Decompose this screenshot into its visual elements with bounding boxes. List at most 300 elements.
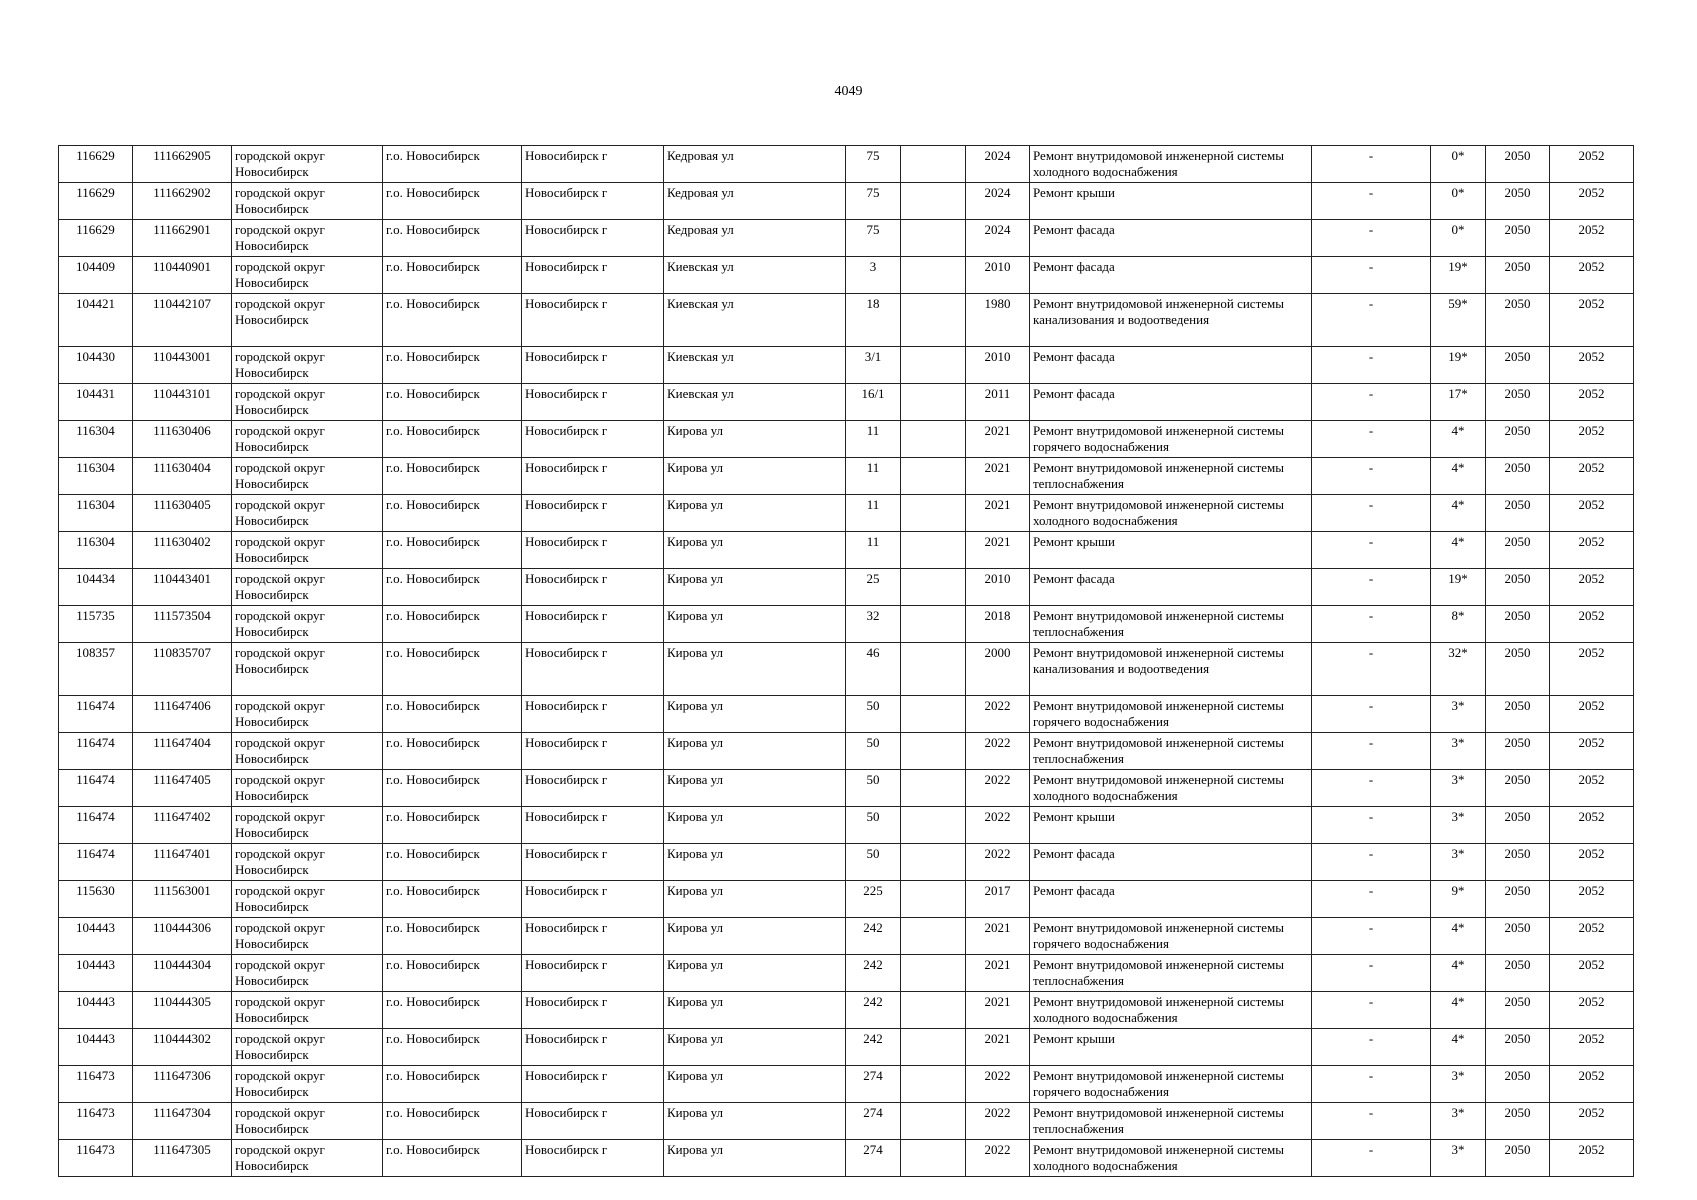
cell-wear: 0*	[1431, 220, 1486, 257]
table-row	[59, 844, 1634, 881]
cell-year: 2021	[966, 532, 1030, 569]
cell-district: городской округ Новосибирск	[232, 347, 383, 384]
cell-dash: -	[1312, 1066, 1431, 1103]
cell-settlement: Новосибирск г	[522, 844, 664, 881]
cell-dash: -	[1312, 606, 1431, 643]
repair-registry-table	[58, 145, 1634, 1177]
table-row	[59, 421, 1634, 458]
cell-street: Киевская ул	[664, 257, 846, 294]
cell-plan-end: 2052	[1550, 1103, 1634, 1140]
cell-work-code: 110444302	[133, 1029, 232, 1066]
cell-wear: 3*	[1431, 733, 1486, 770]
cell-house-number: 225	[846, 881, 901, 918]
cell-plan-start: 2050	[1486, 495, 1550, 532]
table-row	[59, 1103, 1634, 1140]
cell-work-code: 111630402	[133, 532, 232, 569]
table-row	[59, 347, 1634, 384]
cell-house-id: 104409	[59, 257, 133, 294]
cell-year: 2021	[966, 1029, 1030, 1066]
cell-municipality: г.о. Новосибирск	[383, 918, 522, 955]
cell-settlement: Новосибирск г	[522, 733, 664, 770]
cell-building	[901, 532, 966, 569]
cell-house-id: 116304	[59, 532, 133, 569]
cell-settlement: Новосибирск г	[522, 918, 664, 955]
cell-wear: 19*	[1431, 347, 1486, 384]
cell-settlement: Новосибирск г	[522, 807, 664, 844]
cell-building	[901, 807, 966, 844]
cell-year: 2024	[966, 183, 1030, 220]
table-row	[59, 532, 1634, 569]
cell-plan-end: 2052	[1550, 220, 1634, 257]
cell-work-type: Ремонт внутридомовой инженерной системы горячего водоснабжения	[1030, 1066, 1312, 1103]
cell-district: городской округ Новосибирск	[232, 733, 383, 770]
cell-wear: 3*	[1431, 1103, 1486, 1140]
cell-dash: -	[1312, 955, 1431, 992]
cell-municipality: г.о. Новосибирск	[383, 458, 522, 495]
cell-work-code: 111662905	[133, 146, 232, 183]
cell-street: Киевская ул	[664, 347, 846, 384]
cell-house-id: 116474	[59, 807, 133, 844]
cell-settlement: Новосибирск г	[522, 1103, 664, 1140]
cell-building	[901, 643, 966, 696]
cell-dash: -	[1312, 220, 1431, 257]
cell-year: 2021	[966, 992, 1030, 1029]
cell-work-type: Ремонт фасада	[1030, 569, 1312, 606]
cell-dash: -	[1312, 347, 1431, 384]
cell-wear: 3*	[1431, 807, 1486, 844]
cell-work-code: 111573504	[133, 606, 232, 643]
cell-building	[901, 220, 966, 257]
cell-plan-end: 2052	[1550, 146, 1634, 183]
cell-house-number: 274	[846, 1103, 901, 1140]
cell-work-type: Ремонт фасада	[1030, 220, 1312, 257]
table-row	[59, 992, 1634, 1029]
cell-house-number: 75	[846, 220, 901, 257]
cell-municipality: г.о. Новосибирск	[383, 955, 522, 992]
cell-house-number: 11	[846, 495, 901, 532]
cell-settlement: Новосибирск г	[522, 294, 664, 347]
cell-house-id: 115735	[59, 606, 133, 643]
cell-work-type: Ремонт внутридомовой инженерной системы теплоснабжения	[1030, 733, 1312, 770]
cell-plan-start: 2050	[1486, 146, 1550, 183]
cell-street: Кирова ул	[664, 881, 846, 918]
table-row	[59, 696, 1634, 733]
cell-house-number: 11	[846, 421, 901, 458]
cell-work-code: 110443401	[133, 569, 232, 606]
cell-house-number: 18	[846, 294, 901, 347]
cell-house-number: 50	[846, 696, 901, 733]
cell-dash: -	[1312, 294, 1431, 347]
cell-house-id: 104434	[59, 569, 133, 606]
cell-municipality: г.о. Новосибирск	[383, 733, 522, 770]
cell-plan-end: 2052	[1550, 347, 1634, 384]
cell-district: городской округ Новосибирск	[232, 606, 383, 643]
table-row	[59, 606, 1634, 643]
cell-work-code: 111662902	[133, 183, 232, 220]
cell-wear: 3*	[1431, 770, 1486, 807]
cell-street: Кирова ул	[664, 458, 846, 495]
cell-building	[901, 384, 966, 421]
cell-settlement: Новосибирск г	[522, 992, 664, 1029]
cell-municipality: г.о. Новосибирск	[383, 384, 522, 421]
cell-house-id: 104421	[59, 294, 133, 347]
cell-work-code: 110444305	[133, 992, 232, 1029]
cell-work-type: Ремонт внутридомовой инженерной системы теплоснабжения	[1030, 606, 1312, 643]
cell-year: 2022	[966, 807, 1030, 844]
cell-plan-end: 2052	[1550, 421, 1634, 458]
cell-plan-start: 2050	[1486, 807, 1550, 844]
cell-wear: 4*	[1431, 992, 1486, 1029]
cell-street: Кирова ул	[664, 844, 846, 881]
cell-plan-end: 2052	[1550, 770, 1634, 807]
cell-building	[901, 770, 966, 807]
cell-plan-end: 2052	[1550, 532, 1634, 569]
cell-house-id: 104431	[59, 384, 133, 421]
cell-wear: 17*	[1431, 384, 1486, 421]
cell-building	[901, 1103, 966, 1140]
cell-municipality: г.о. Новосибирск	[383, 1103, 522, 1140]
cell-plan-start: 2050	[1486, 294, 1550, 347]
cell-work-type: Ремонт внутридомовой инженерной системы горячего водоснабжения	[1030, 696, 1312, 733]
cell-house-number: 75	[846, 146, 901, 183]
table-row	[59, 770, 1634, 807]
cell-wear: 59*	[1431, 294, 1486, 347]
cell-plan-start: 2050	[1486, 643, 1550, 696]
table-row	[59, 569, 1634, 606]
cell-work-type: Ремонт внутридомовой инженерной системы горячего водоснабжения	[1030, 918, 1312, 955]
cell-house-id: 116474	[59, 696, 133, 733]
cell-work-code: 110444304	[133, 955, 232, 992]
table-row	[59, 294, 1634, 347]
cell-work-code: 111647404	[133, 733, 232, 770]
table-row	[59, 257, 1634, 294]
cell-house-id: 104443	[59, 918, 133, 955]
cell-house-number: 16/1	[846, 384, 901, 421]
cell-settlement: Новосибирск г	[522, 643, 664, 696]
cell-dash: -	[1312, 992, 1431, 1029]
cell-plan-end: 2052	[1550, 844, 1634, 881]
cell-wear: 9*	[1431, 881, 1486, 918]
cell-year: 2021	[966, 458, 1030, 495]
cell-street: Кедровая ул	[664, 146, 846, 183]
table-row	[59, 881, 1634, 918]
cell-settlement: Новосибирск г	[522, 458, 664, 495]
cell-year: 2021	[966, 495, 1030, 532]
cell-district: городской округ Новосибирск	[232, 569, 383, 606]
cell-wear: 4*	[1431, 532, 1486, 569]
cell-work-type: Ремонт фасада	[1030, 384, 1312, 421]
cell-plan-end: 2052	[1550, 183, 1634, 220]
cell-street: Кирова ул	[664, 918, 846, 955]
cell-house-number: 242	[846, 918, 901, 955]
cell-district: городской округ Новосибирск	[232, 696, 383, 733]
cell-settlement: Новосибирск г	[522, 1029, 664, 1066]
cell-street: Киевская ул	[664, 384, 846, 421]
cell-work-type: Ремонт фасада	[1030, 347, 1312, 384]
cell-district: городской округ Новосибирск	[232, 220, 383, 257]
cell-building	[901, 569, 966, 606]
cell-year: 2024	[966, 220, 1030, 257]
cell-plan-start: 2050	[1486, 421, 1550, 458]
cell-building	[901, 1140, 966, 1177]
cell-district: городской округ Новосибирск	[232, 1029, 383, 1066]
cell-house-id: 116473	[59, 1066, 133, 1103]
cell-work-code: 110440901	[133, 257, 232, 294]
cell-plan-start: 2050	[1486, 569, 1550, 606]
cell-year: 2024	[966, 146, 1030, 183]
cell-street: Кедровая ул	[664, 183, 846, 220]
cell-street: Кирова ул	[664, 1029, 846, 1066]
cell-plan-start: 2050	[1486, 532, 1550, 569]
cell-building	[901, 495, 966, 532]
cell-district: городской округ Новосибирск	[232, 807, 383, 844]
cell-district: городской округ Новосибирск	[232, 146, 383, 183]
cell-plan-start: 2050	[1486, 384, 1550, 421]
cell-municipality: г.о. Новосибирск	[383, 146, 522, 183]
cell-house-id: 116474	[59, 770, 133, 807]
cell-house-id: 116629	[59, 146, 133, 183]
cell-work-code: 111630404	[133, 458, 232, 495]
cell-settlement: Новосибирск г	[522, 1066, 664, 1103]
cell-municipality: г.о. Новосибирск	[383, 992, 522, 1029]
cell-work-type: Ремонт крыши	[1030, 532, 1312, 569]
cell-work-type: Ремонт внутридомовой инженерной системы канализования и водоотведения	[1030, 643, 1312, 696]
cell-plan-start: 2050	[1486, 955, 1550, 992]
cell-street: Кирова ул	[664, 807, 846, 844]
table-row	[59, 1066, 1634, 1103]
cell-house-number: 25	[846, 569, 901, 606]
cell-year: 1980	[966, 294, 1030, 347]
cell-year: 2021	[966, 955, 1030, 992]
cell-settlement: Новосибирск г	[522, 495, 664, 532]
table-row	[59, 458, 1634, 495]
cell-district: городской округ Новосибирск	[232, 643, 383, 696]
cell-settlement: Новосибирск г	[522, 532, 664, 569]
cell-wear: 4*	[1431, 955, 1486, 992]
cell-street: Кирова ул	[664, 770, 846, 807]
cell-plan-start: 2050	[1486, 1066, 1550, 1103]
table-row	[59, 643, 1634, 696]
cell-wear: 19*	[1431, 569, 1486, 606]
cell-wear: 4*	[1431, 1029, 1486, 1066]
cell-work-type: Ремонт фасада	[1030, 257, 1312, 294]
cell-work-code: 110444306	[133, 918, 232, 955]
cell-plan-start: 2050	[1486, 1103, 1550, 1140]
cell-plan-end: 2052	[1550, 881, 1634, 918]
cell-year: 2022	[966, 1140, 1030, 1177]
cell-house-id: 116629	[59, 220, 133, 257]
cell-district: городской округ Новосибирск	[232, 294, 383, 347]
cell-house-id: 116474	[59, 844, 133, 881]
cell-settlement: Новосибирск г	[522, 146, 664, 183]
cell-work-code: 111647406	[133, 696, 232, 733]
cell-municipality: г.о. Новосибирск	[383, 569, 522, 606]
cell-year: 2011	[966, 384, 1030, 421]
cell-plan-start: 2050	[1486, 1140, 1550, 1177]
cell-year: 2022	[966, 1066, 1030, 1103]
cell-work-type: Ремонт внутридомовой инженерной системы холодного водоснабжения	[1030, 1140, 1312, 1177]
cell-dash: -	[1312, 1103, 1431, 1140]
cell-plan-end: 2052	[1550, 696, 1634, 733]
cell-dash: -	[1312, 918, 1431, 955]
cell-municipality: г.о. Новосибирск	[383, 643, 522, 696]
cell-plan-end: 2052	[1550, 384, 1634, 421]
cell-street: Кирова ул	[664, 733, 846, 770]
cell-district: городской округ Новосибирск	[232, 918, 383, 955]
cell-building	[901, 1066, 966, 1103]
cell-house-number: 3	[846, 257, 901, 294]
cell-work-type: Ремонт внутридомовой инженерной системы холодного водоснабжения	[1030, 992, 1312, 1029]
cell-wear: 32*	[1431, 643, 1486, 696]
table-row	[59, 733, 1634, 770]
cell-work-code: 111647405	[133, 770, 232, 807]
cell-street: Кирова ул	[664, 955, 846, 992]
cell-building	[901, 844, 966, 881]
cell-building	[901, 881, 966, 918]
cell-plan-start: 2050	[1486, 1029, 1550, 1066]
cell-street: Кирова ул	[664, 1103, 846, 1140]
table-row	[59, 807, 1634, 844]
cell-street: Кирова ул	[664, 1066, 846, 1103]
cell-year: 2000	[966, 643, 1030, 696]
cell-plan-end: 2052	[1550, 294, 1634, 347]
table-body	[59, 146, 1634, 1177]
cell-house-id: 104430	[59, 347, 133, 384]
cell-district: городской округ Новосибирск	[232, 881, 383, 918]
table-row	[59, 1140, 1634, 1177]
cell-building	[901, 257, 966, 294]
table-row	[59, 1029, 1634, 1066]
cell-building	[901, 606, 966, 643]
cell-year: 2010	[966, 257, 1030, 294]
cell-work-type: Ремонт крыши	[1030, 807, 1312, 844]
cell-building	[901, 294, 966, 347]
cell-wear: 4*	[1431, 918, 1486, 955]
cell-house-id: 116473	[59, 1140, 133, 1177]
cell-municipality: г.о. Новосибирск	[383, 696, 522, 733]
cell-house-number: 242	[846, 1029, 901, 1066]
cell-settlement: Новосибирск г	[522, 1140, 664, 1177]
cell-work-code: 111647401	[133, 844, 232, 881]
cell-wear: 4*	[1431, 421, 1486, 458]
cell-settlement: Новосибирск г	[522, 347, 664, 384]
cell-dash: -	[1312, 881, 1431, 918]
cell-plan-end: 2052	[1550, 1029, 1634, 1066]
cell-dash: -	[1312, 183, 1431, 220]
cell-work-type: Ремонт внутридомовой инженерной системы холодного водоснабжения	[1030, 770, 1312, 807]
cell-house-id: 116473	[59, 1103, 133, 1140]
cell-dash: -	[1312, 495, 1431, 532]
cell-municipality: г.о. Новосибирск	[383, 807, 522, 844]
cell-house-id: 104443	[59, 992, 133, 1029]
cell-plan-end: 2052	[1550, 495, 1634, 532]
cell-wear: 0*	[1431, 183, 1486, 220]
cell-settlement: Новосибирск г	[522, 606, 664, 643]
cell-plan-end: 2052	[1550, 992, 1634, 1029]
cell-plan-start: 2050	[1486, 696, 1550, 733]
cell-street: Кирова ул	[664, 606, 846, 643]
cell-district: городской округ Новосибирск	[232, 1103, 383, 1140]
cell-house-number: 32	[846, 606, 901, 643]
cell-year: 2022	[966, 733, 1030, 770]
cell-house-number: 46	[846, 643, 901, 696]
cell-municipality: г.о. Новосибирск	[383, 347, 522, 384]
cell-dash: -	[1312, 844, 1431, 881]
cell-work-code: 111630405	[133, 495, 232, 532]
cell-dash: -	[1312, 770, 1431, 807]
cell-municipality: г.о. Новосибирск	[383, 844, 522, 881]
cell-plan-start: 2050	[1486, 844, 1550, 881]
cell-settlement: Новосибирск г	[522, 955, 664, 992]
cell-house-id: 116629	[59, 183, 133, 220]
cell-house-number: 274	[846, 1140, 901, 1177]
cell-work-type: Ремонт внутридомовой инженерной системы горячего водоснабжения	[1030, 421, 1312, 458]
cell-house-id: 116304	[59, 421, 133, 458]
cell-settlement: Новосибирск г	[522, 881, 664, 918]
cell-plan-start: 2050	[1486, 606, 1550, 643]
cell-work-type: Ремонт фасада	[1030, 881, 1312, 918]
cell-dash: -	[1312, 458, 1431, 495]
cell-district: городской округ Новосибирск	[232, 384, 383, 421]
cell-wear: 0*	[1431, 146, 1486, 183]
cell-building	[901, 421, 966, 458]
cell-dash: -	[1312, 569, 1431, 606]
cell-work-type: Ремонт внутридомовой инженерной системы теплоснабжения	[1030, 458, 1312, 495]
cell-municipality: г.о. Новосибирск	[383, 421, 522, 458]
cell-year: 2022	[966, 844, 1030, 881]
cell-municipality: г.о. Новосибирск	[383, 257, 522, 294]
cell-municipality: г.о. Новосибирск	[383, 881, 522, 918]
cell-house-number: 274	[846, 1066, 901, 1103]
table-row	[59, 384, 1634, 421]
cell-work-code: 110442107	[133, 294, 232, 347]
cell-work-type: Ремонт крыши	[1030, 183, 1312, 220]
cell-building	[901, 183, 966, 220]
cell-street: Кирова ул	[664, 643, 846, 696]
cell-work-code: 111563001	[133, 881, 232, 918]
cell-wear: 3*	[1431, 1066, 1486, 1103]
cell-dash: -	[1312, 257, 1431, 294]
cell-plan-end: 2052	[1550, 1066, 1634, 1103]
cell-plan-end: 2052	[1550, 458, 1634, 495]
cell-dash: -	[1312, 146, 1431, 183]
cell-work-type: Ремонт внутридомовой инженерной системы холодного водоснабжения	[1030, 495, 1312, 532]
cell-district: городской округ Новосибирск	[232, 1066, 383, 1103]
cell-building	[901, 733, 966, 770]
cell-municipality: г.о. Новосибирск	[383, 1029, 522, 1066]
cell-plan-end: 2052	[1550, 257, 1634, 294]
cell-year: 2022	[966, 696, 1030, 733]
cell-dash: -	[1312, 1029, 1431, 1066]
cell-work-type: Ремонт фасада	[1030, 844, 1312, 881]
cell-house-id: 116474	[59, 733, 133, 770]
cell-settlement: Новосибирск г	[522, 569, 664, 606]
cell-plan-end: 2052	[1550, 606, 1634, 643]
cell-dash: -	[1312, 1140, 1431, 1177]
cell-house-number: 50	[846, 807, 901, 844]
cell-district: городской округ Новосибирск	[232, 955, 383, 992]
cell-year: 2021	[966, 918, 1030, 955]
cell-settlement: Новосибирск г	[522, 384, 664, 421]
cell-municipality: г.о. Новосибирск	[383, 532, 522, 569]
cell-plan-start: 2050	[1486, 257, 1550, 294]
table-row	[59, 183, 1634, 220]
cell-plan-end: 2052	[1550, 1140, 1634, 1177]
cell-building	[901, 458, 966, 495]
cell-building	[901, 347, 966, 384]
cell-plan-end: 2052	[1550, 955, 1634, 992]
cell-house-number: 11	[846, 532, 901, 569]
